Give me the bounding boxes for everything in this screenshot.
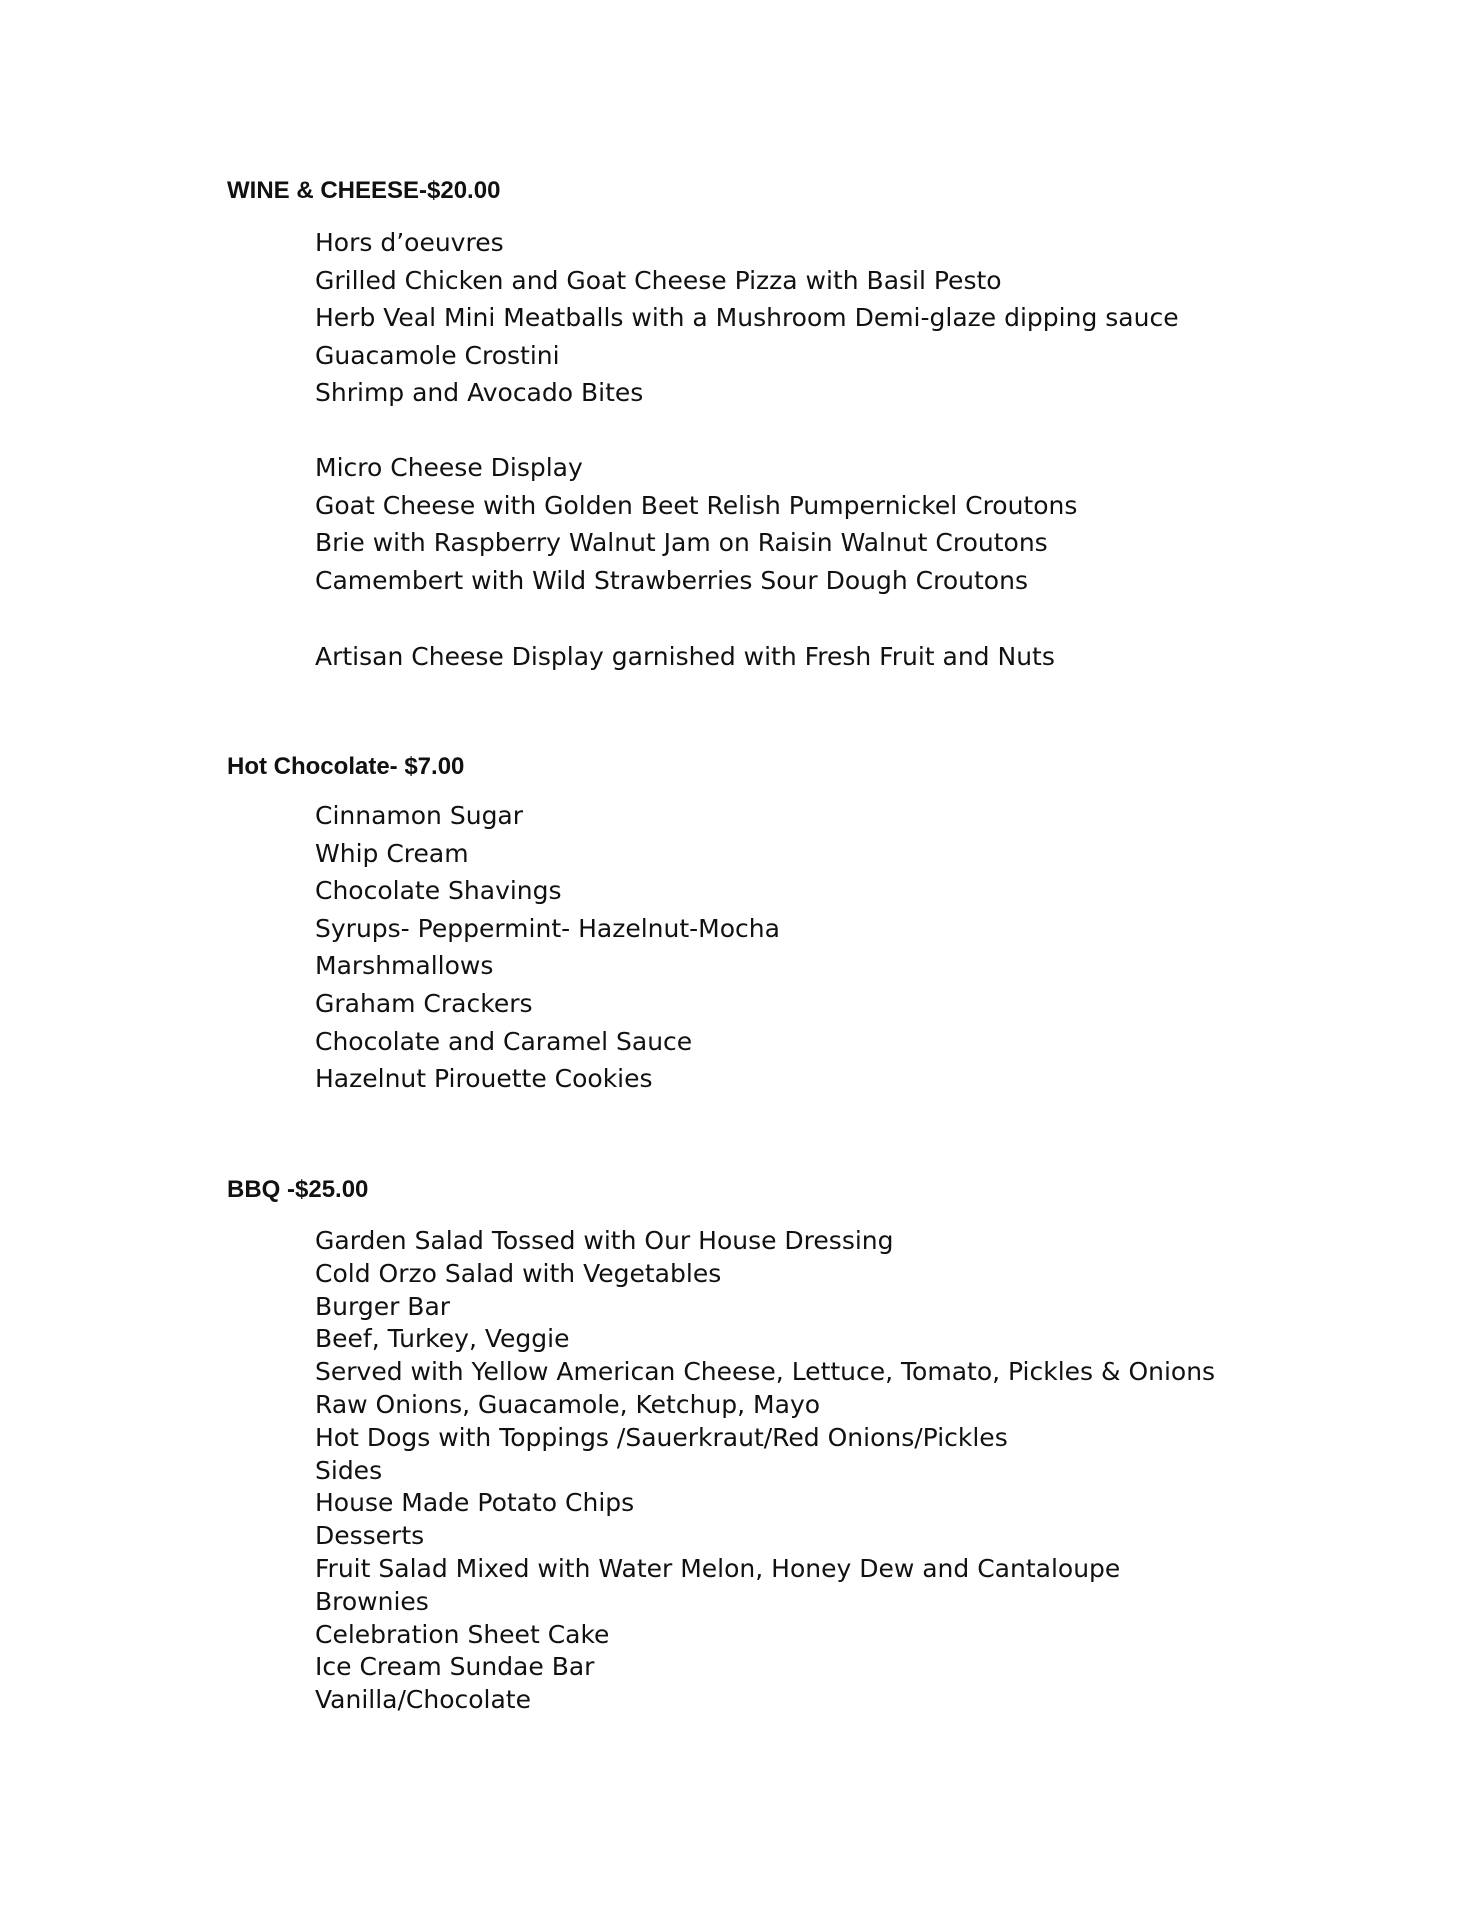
list-item: Whip Cream (315, 838, 469, 868)
list-item: Brownies (315, 1586, 429, 1616)
list-item: Herb Veal Mini Meatballs with a Mushroom Demi-glaze dipping sauce (315, 303, 1179, 333)
list-item: Burger Bar (315, 1291, 451, 1321)
list-item: Guacamole Crostini (315, 340, 560, 370)
wine-cheese-micro-cheese-list (315, 449, 1077, 599)
list-item: Grilled Chicken and Goat Cheese Pizza with Basil Pesto (315, 265, 1002, 295)
list-item: Brie with Raspberry Walnut Jam on Raisin Walnut Croutons (315, 528, 1048, 558)
list-item: Celebration Sheet Cake (315, 1619, 610, 1649)
list-item: Desserts (315, 1521, 425, 1551)
list-item: Fruit Salad Mixed with Water Melon, Honey Dew and Cantaloupe (315, 1553, 1121, 1583)
section-heading-wine-cheese: WINE & CHEESE-$20.00 (227, 177, 501, 204)
list-item: Ice Cream Sundae Bar (315, 1652, 595, 1682)
list-item: Hors d’oeuvres (315, 228, 504, 257)
section-heading-bbq: BBQ -$25.00 (227, 1176, 369, 1203)
list-item: Hot Dogs with Toppings /Sauerkraut/Red Onions/Pickles (315, 1422, 1008, 1452)
list-item: House Made Potato Chips (315, 1488, 635, 1518)
list-item: Marshmallows (315, 951, 494, 981)
list-item: Artisan Cheese Display garnished with Fresh Fruit and Nuts (315, 642, 1055, 671)
list-item: Syrups- Peppermint- Hazelnut-Mocha (315, 913, 780, 943)
section-heading-hot-chocolate: Hot Chocolate- $7.00 (227, 753, 465, 780)
list-item: Sides (315, 1455, 383, 1485)
list-item: Hazelnut Pirouette Cookies (315, 1064, 653, 1094)
list-item: Garden Salad Tossed with Our House Dressing (315, 1226, 894, 1255)
list-item: Chocolate and Caramel Sauce (315, 1026, 693, 1056)
list-item: Cinnamon Sugar (315, 801, 524, 830)
list-item: Shrimp and Avocado Bites (315, 378, 644, 408)
list-item: Served with Yellow American Cheese, Lettuce, Tomato, Pickles & Onions (315, 1357, 1216, 1387)
list-item: Micro Cheese Display (315, 453, 583, 482)
list-item: Camembert with Wild Strawberries Sour Dough Croutons (315, 565, 1028, 595)
bbq-list (315, 1225, 1215, 1717)
hot-chocolate-list (315, 797, 780, 1098)
list-item: Cold Orzo Salad with Vegetables (315, 1258, 722, 1288)
wine-cheese-artisan-list (315, 638, 1055, 676)
list-item: Graham Crackers (315, 988, 533, 1018)
list-item: Chocolate Shavings (315, 876, 562, 906)
list-item: Beef, Turkey, Veggie (315, 1324, 570, 1354)
wine-cheese-hors-doeuvres-list (315, 224, 1179, 412)
list-item: Goat Cheese with Golden Beet Relish Pumpernickel Croutons (315, 490, 1078, 520)
list-item: Vanilla/Chocolate (315, 1685, 531, 1715)
list-item: Raw Onions, Guacamole, Ketchup, Mayo (315, 1389, 821, 1419)
